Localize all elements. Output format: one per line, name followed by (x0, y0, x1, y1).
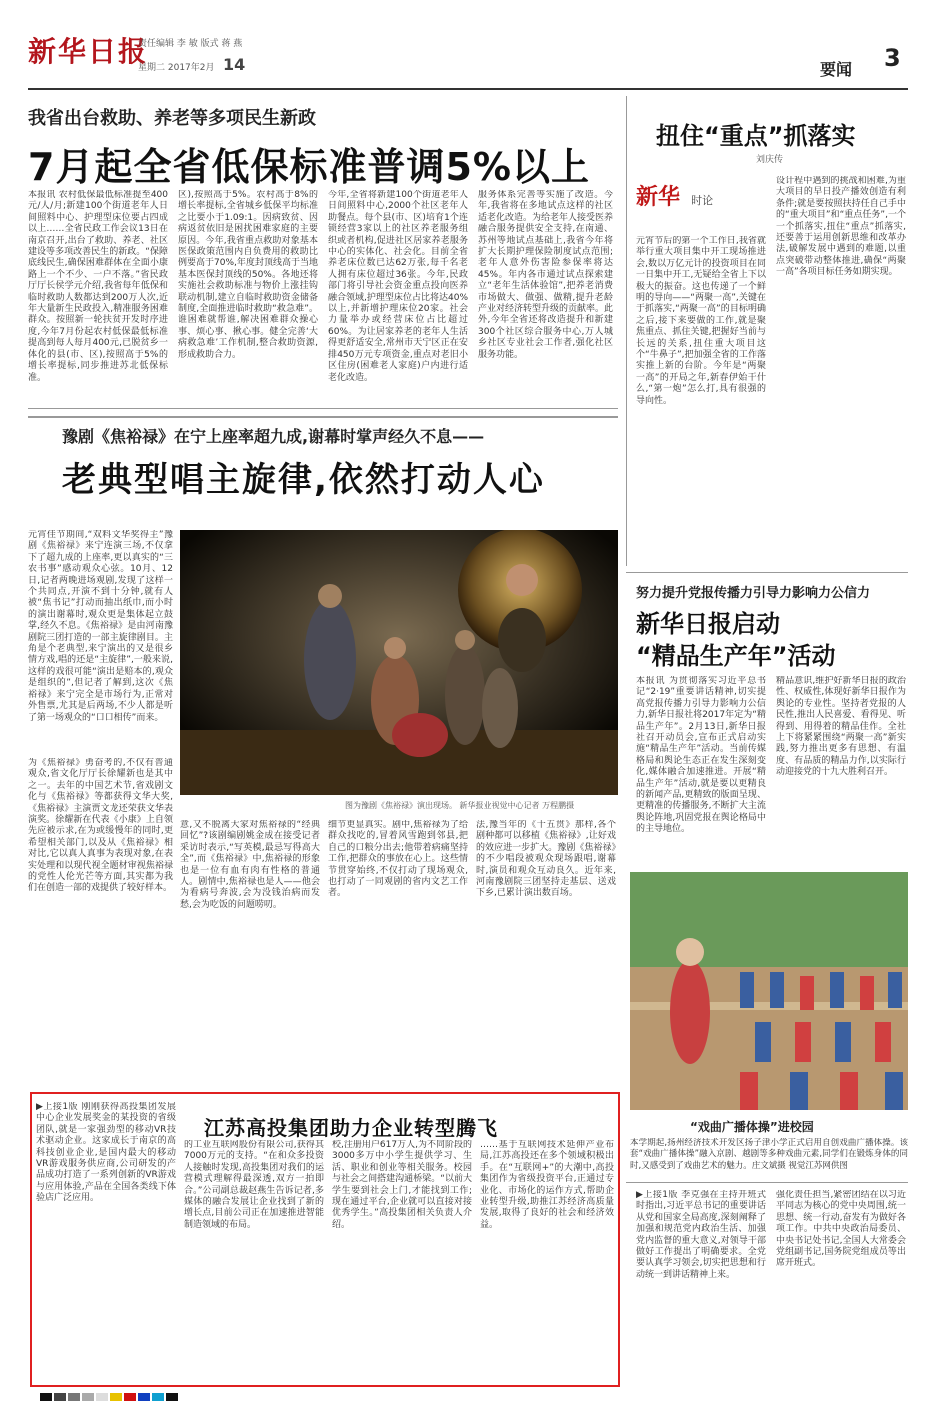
article4-top-rule (626, 572, 908, 573)
page-number-right: 3 (884, 44, 901, 72)
article3-col2: 的工业互联网股份有限公司,获得其7000万元的支持。“在和众多投资人接触时发现,高投集团对我们的运营模式理解得最深透,双方一拍即合。”公司副总裁赵燕生告诉记者,多媒体的融合发展让企业找到了新的增长点,目前公司正在加速推进智能制造领域的布局。 (184, 1140, 324, 1230)
commentary-logo-text: 新华 (636, 184, 681, 210)
article1-headline: 7月起全省低保标准普调5%以上 (28, 145, 590, 189)
commentary-logo (636, 180, 756, 220)
article5-col2: 强化责任担当,紧密团结在以习近平同志为核心的党中央周围,统一思想、统一行动,奋发有为做好各项工作。中共中央政治局委员、中央书记处书记,全国人大常委会党组副书记,国务院党组成员等出席开班式。 (776, 1190, 906, 1269)
color-registration-bar (40, 1386, 180, 1405)
commentary-col2: 设计程中遇到的挑战和困难,为重大项目的早日投产播效创造有利条件;就是要按照扶持任自己手中的“重大项目”和“重点任务”,一个一个抓落实,扭住“重点”抓落实,还要善于运用创新思维和改革办法,破解发展中遇到的难题,以重点突破带动整体推进,确保“两聚一高”各项目标任务如期实现。 (776, 176, 906, 278)
article3-col4: ……基于互联网技术延伸产业布局,江苏高投还在多个领域积极出手。在“互联网+”的大潮中,高投集团作为省级投资平台,正通过专业化、市场化的运作方式,帮助企业转型升级,助推江苏经济高质量发展,取得了良好的社会和经济效益。 (480, 1140, 614, 1230)
article1-col4: 服务体系完善等实施了改造。今年,我省将在多地试点这样的社区适老化改造。为给老年人接受医养融合服务提供安全支持,在南通、苏州等地试点基础上,我省今年将扩大长期护理保险制度试点范围;老年人意外伤害险参保率将达45%。年内各市通过试点探索建立“老年生活体验馆”,把养老消费市场做大、做强、做精,提升老龄产业对经济转型升级的贡献率。此外,今年全省还将改造提升和新建300个社区综合服务中心,万人城乡社区专业社会工作者,强化社区服务功能。 (478, 190, 613, 360)
school-photo (630, 872, 908, 1110)
article1-col2: 区),按照高于5%。农村高于8%的增长率提标,全省城乡低保平均标准之比要小于1.09:1。因病致贫、因病返贫依旧是困扰困难家庭的主要原因。今年,我省重点救助对象基本医保政策范围内自负费用的救助比例要高于70%,年度封顶线高于当地基本医保封顶线的50%。各地还将实施社会救助标准与物价上涨挂钩联动机制,建立自临时救助资金储备制度,全面推进临时救助“救急难”。谁困难就帮谁,解决困难群众操心事、烦心事、揪心事。健全完善‘大病救急难’工作机制,整合救助资源,形成救助合力。 (178, 190, 318, 360)
article2-col3: 意,又不脱离大家对焦裕禄的“经典回忆”?该剧编剧姚金成在接受记者采访时表示,“写英模,最忌写得高大全”,而《焦裕禄》中,焦裕禄的形象也是一位有血有肉有性格的普通人。剧情中,焦裕禄也是人——他会为看病号奔波,会为没钱治病而发愁,会为吃饭的问题唠叨。 (180, 820, 320, 910)
article2-top-rule (28, 416, 618, 418)
masthead-rule (28, 88, 908, 90)
color-swatch-8 (152, 1393, 164, 1401)
article3-col3: 校,注册用户617万人,为不同阶段的3000多万中小学生提供学习、生活、职业和创业等相关服务。校园与社会之间搭建沟通桥梁。“以前大学生要到社会上门,才能找到工作;现在通过平台,企业就可以直接对接优秀学生。”高投集团相关负责人介绍。 (332, 1140, 472, 1230)
theater-photo-image (180, 530, 618, 795)
school-photo-text: 本学期起,扬州经济技术开发区扬子津小学正式启用自创戏曲广播体操。该套“戏曲广播体操”融入京剧、越剧等多种戏曲元素,同学们在锻炼身体的同时,又感受到了戏曲艺术的魅力。庄文斌摄 视觉江苏网供图 (630, 1138, 908, 1171)
section-name: 要闻 (820, 60, 853, 79)
color-swatch-1 (54, 1393, 66, 1401)
article1-bottom-rule (28, 408, 618, 409)
color-swatch-3 (82, 1393, 94, 1401)
color-swatch-9 (166, 1393, 178, 1401)
theater-photo (180, 530, 618, 795)
school-photo-image (630, 872, 908, 1110)
page-number-left: 14 (223, 55, 246, 74)
article4-kicker: 努力提升党报传播力引导力影响力公信力 (636, 586, 871, 601)
commentary-author: 刘庆传 (756, 155, 784, 165)
editor-line: 责任编辑 李 敏 版式 蒋 燕 (138, 39, 243, 49)
color-swatch-7 (138, 1393, 150, 1401)
commentary-col1: 元宵节后的第一个工作日,我省就举行重大项目集中开工现场推进会,数以万亿元计的投资项目在同一日集中开工,无疑给全省上下以极大的振奋。这也传递了一个鲜明的导向——“两聚一高”,关键在于抓落实,“两聚一高”的目标明确之后,接下来要做的工作,就是聚焦重点、抓住关键,把握好当前与长远的关系,扭住重大项目这个“牛鼻子”,把加强全省的工作落实推上新的台阶。今年是“两聚一高”的开局之年,新春伊始干什么,“第一炮”怎么打,具有很强的导向性。 (636, 236, 766, 406)
school-photo-title: “戏曲广播体操”进校园 (690, 1120, 814, 1134)
article1-col1: 本报讯 农村低保最低标准提至400元/人/月;新建100个街道老年人日间照料中心、护理型床位要占四成以上……全省民政工作会议13日在南京召开,出台了救助、养老、社区建设等多项改善民生的新政。“保障底线民生,确保困难群体在全面小康路上一个不少、一户不落。”省民政厅厅长侯学元介绍,我省每年低保和临时救助人数都达到200万人次,近年大量新生民政投入,精准服务困难群众。按照新一轮扶贫开发时序进度,今年7月份起农村低保最低标准提高到每人每月400元,已脱贫乡一体化的县(市、区),按照高于5%的增长率提标,同步推进苏北低保标准。 (28, 190, 168, 383)
article1-kicker: 我省出台救助、养老等多项民生新政 (28, 108, 316, 129)
article3-col1: ▶上接1版 刚刚获得高投集团发展中心企业发展奖金的某投资的省级团队,就是一家强劲型的移动VR技术驱动企业。这家成长于南京的高科技创业企业,是国内最大的移动VR游戏服务供应商,公司研发的产品成功打造了一系列创新的VR游戏与应用体验,产品在全国各类线下体验店广泛应用。 (36, 1102, 176, 1204)
article2-col4: 细节更显真实。剧中,焦裕禄为了给群众找吃的,冒着风雪跑到邻县,把自己的口粮分出去;他带着病痛坚持工作,把群众的事放在心上。这些情节贯穿始终,不仅打动了现场观众,也打动了一同观剧的省内文艺工作者。 (328, 820, 468, 899)
article2-col5: 法,豫当年的《十五贯》那样,各个剧种都可以移植《焦裕禄》,让好戏的效应进一步扩大。豫剧《焦裕禄》的不少唱段被观众现场跟唱,谢幕时,演员和观众互动良久。近年来,河南豫剧院三团坚持走基层、送戏下乡,已累计演出数百场。 (476, 820, 616, 899)
color-swatch-4 (96, 1393, 108, 1401)
article2-col2: 为《焦裕禄》勇奋考的,不仅有普通观众,省文化厅厅长徐耀新也是其中之一。去年的中国艺术节,省戏剧文化与《焦裕禄》等都获得文华大奖,《焦裕禄》主演贾文龙还荣获文华表演奖。徐耀新在代表《小康》上自领先应被示求,在为或缓慢年的同时,更希望相关部门,以及从《焦裕禄》相对比,它以真人真事为表现对象,在表实处理和以现代视全题材审视焦裕禄的党性人伦光芒等方面,其实都为我们在创造一部的戏提供了较好样本。 (28, 758, 173, 894)
article3-headline: 江苏高投集团助力企业转型腾飞 (204, 1116, 498, 1140)
color-swatch-5 (110, 1393, 122, 1401)
masthead-logo: 新华日报 (28, 35, 149, 68)
commentary-logo-sub: 时论 (691, 194, 714, 207)
article4-headline-line2: “精品生产年”活动 (636, 642, 836, 670)
theater-photo-caption: 图为豫剧《焦裕禄》演出现场。 新华报业视觉中心记者 万程鹏摄 (345, 801, 575, 810)
date-line: 星期二 2017年2月 (138, 63, 215, 73)
commentary-headline: 扭住“重点”抓落实 (656, 122, 856, 150)
article1-col3: 今年,全省将新建100个街道老年人日间照料中心,2000个社区老年人助餐点。每个县(市、区)培育1个连锁经营3家以上的社区养老服务组织或者机构,促进社区居家养老服务中心的实体化、社会化。目前全省养老床位数已达62万张,每千名老人拥有床位超过36张。今年,民政部门将引导社会资金重点投向医养融合领域,护理型床位占比将达40%以上,并新增护理床位20家。社会力量举办或经营床位占比超过60%。为让居家养老的老年人生活得更舒适安全,常州市天宁区正在安排450万元专项资金,重点对老旧小区住房(困难老人家庭)户内进行适老化改造。 (328, 190, 468, 383)
article4-col1: 本报讯 为贯彻落实习近平总书记“2·19”重要讲话精神,切实提高党报传播力引导力影响力公信力,新华日报社将2017年定为“精品生产年”。2月13日,新华日报社召开动员会,宣布正式启动实施“精品生产年”活动。当前传媒格局和舆论生态正在发生深刻变化,媒体融合加速推进。开展“精品生产年”活动,就是要以更精良的新闻产品,更精致的版面呈现、更精准的传播服务,不断扩大主流舆论阵地,巩固党报在舆论格局中的主导地位。 (636, 676, 766, 835)
article2-headline: 老典型唱主旋律,依然打动人心 (62, 460, 545, 500)
color-swatch-6 (124, 1393, 136, 1401)
article2-kicker: 豫剧《焦裕禄》在宁上座率超九成,谢幕时掌声经久不息—— (62, 427, 485, 446)
right-column-divider (626, 96, 627, 566)
article5-col1: ▶上接1版 李克强在主持开班式时指出,习近平总书记的重要讲话从党和国家全局高度,深刻阐释了加强和规范党内政治生活、加强党内监督的重大意义,对领导干部做好工作提出了明确要求。全党要认真学习领会,切实把思想和行动统一到讲话精神上来。 (636, 1190, 766, 1280)
article4-col2: 精品意识,维护好新华日报的政治性、权威性,体现好新华日报作为舆论的专业性。坚持者党报的人民性,推出人民喜爱、看得见、听得到、用得着的精品佳作。全社上下将紧紧围绕“两聚一高”新实践,努力推出更多有思想、有温度、有品质的精品力作,以实际行动迎接党的十九大胜利召开。 (776, 676, 906, 778)
article4-headline-line1: 新华日报启动 (636, 610, 780, 638)
article5-top-rule (626, 1182, 908, 1183)
color-swatch-0 (40, 1393, 52, 1401)
color-swatch-2 (68, 1393, 80, 1401)
article2-col1: 元宵佳节期间,“双料文华奖得主”豫剧《焦裕禄》来宁连演三场,不仅拿下了超九成的上座率,更以真实的“三农书事”感动观众心弦。10月、12日,记者两晚进场观剧,发现了这样一个共同点,开演不到十分钟,就有人被“焦书记”打动而抽出纸巾,而小时的演出谢幕时,观众更是集体起立鼓掌,经久不息。《焦裕禄》是由河南豫剧院三团打造的一部主旋律剧目。主角是个老典型,来宁演出的又是很乡情方戏,唱的还是“主旋律”,一般来说,这样的戏很可能“演出是赔本的,观众是组织的”,但记者了解到,这次《焦裕禄》来宁完全是市场行为,正常对外售票,尤其是后两场,不少人都是听了第一场观众的“口口相传”而来。 (28, 530, 173, 723)
